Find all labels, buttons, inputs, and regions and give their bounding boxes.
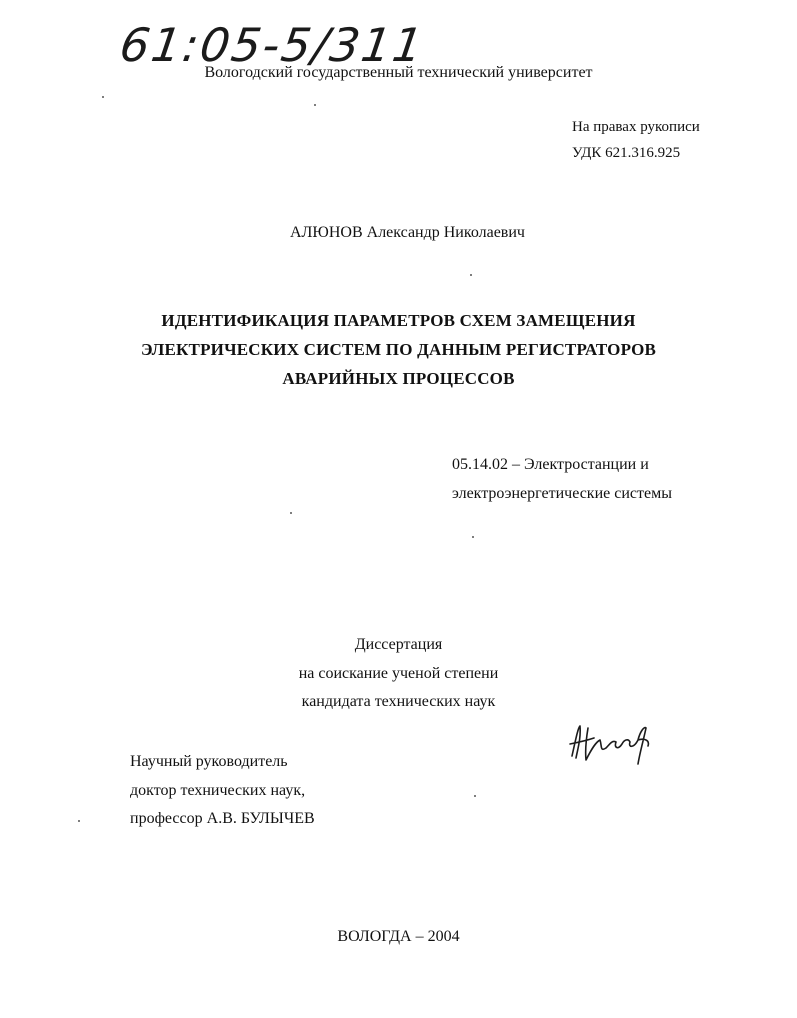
manuscript-rights: На правах рукописи — [572, 119, 700, 135]
supervisor-name: профессор А.В. БУЛЫЧЕВ — [130, 810, 315, 827]
author-name: АЛЮНОВ Александр Николаевич — [290, 224, 525, 241]
scan-speck — [290, 512, 292, 514]
specialty-code: 05.14.02 – Электростанции и — [452, 456, 649, 473]
handwritten-archive-number: 61:05-5/311 — [116, 18, 428, 72]
degree-line: на соискание ученой степени — [298, 665, 499, 682]
title-line-2: ЭЛЕКТРИЧЕСКИХ СИСТЕМ ПО ДАННЫМ РЕГИСТРАТОРОВ — [140, 340, 657, 359]
specialty-name: электроэнергетические системы — [452, 485, 672, 502]
scan-speck — [470, 274, 472, 276]
university-name: Вологодский государственный технический университет — [204, 64, 593, 81]
dissertation-label: Диссертация — [354, 636, 443, 653]
udc-code: УДК 621.316.925 — [572, 145, 681, 161]
scan-speck — [474, 795, 476, 797]
degree-field: кандидата технических наук — [301, 693, 496, 710]
place-year: ВОЛОГДА – 2004 — [337, 928, 460, 945]
scan-speck — [314, 104, 316, 106]
scan-speck — [78, 820, 80, 822]
supervisor-label: Научный руководитель — [130, 753, 288, 770]
scan-speck — [472, 536, 474, 538]
scan-speck — [102, 96, 104, 98]
signature-icon — [566, 718, 658, 768]
supervisor-degree: доктор технических наук, — [130, 782, 306, 799]
title-line-1: ИДЕНТИФИКАЦИЯ ПАРАМЕТРОВ СХЕМ ЗАМЕЩЕНИЯ — [161, 311, 636, 330]
title-line-3: АВАРИЙНЫХ ПРОЦЕССОВ — [282, 369, 515, 388]
